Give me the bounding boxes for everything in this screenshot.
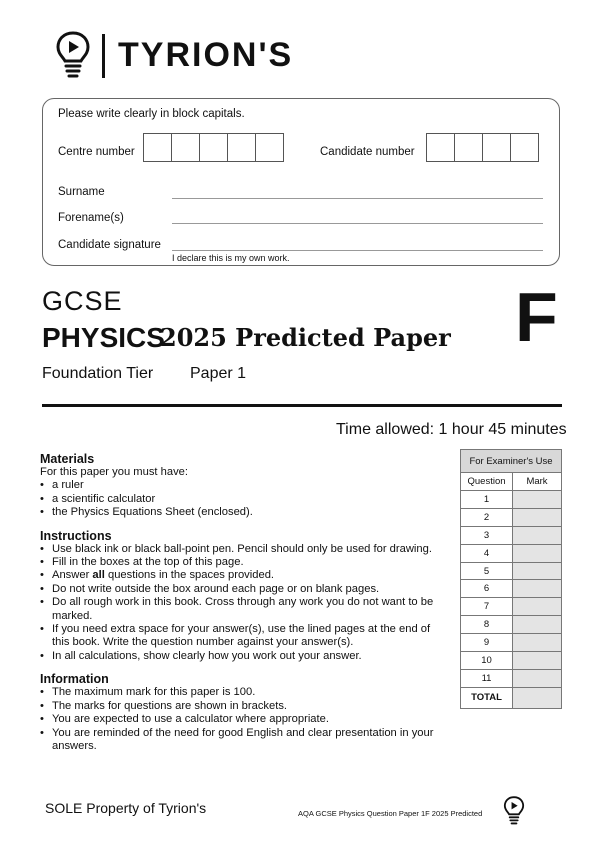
centre-number-label: Centre number [58, 146, 135, 158]
materials-intro: For this paper you must have: [40, 466, 188, 478]
candidate-digit-box[interactable] [426, 133, 455, 162]
paper-number: Paper 1 [190, 365, 247, 382]
footer-paper-code: AQA GCSE Physics Question Paper 1F 2025 Predicted [298, 809, 483, 818]
tier-letter: F [515, 278, 558, 356]
list-item: • You are expected to use a calculator where appropriate. [40, 713, 445, 726]
paper-subtitle: 2025 Predicted Paper [160, 323, 451, 352]
answer-all-post: questions in the spaces provided. [104, 569, 275, 582]
question-column-header: Question [461, 473, 513, 491]
surname-label: Surname [58, 186, 105, 198]
list-item: • a scientific calculator [40, 493, 445, 506]
centre-number-field[interactable] [144, 133, 284, 162]
answer-all-emphasis: all [92, 569, 105, 582]
mark-cell[interactable] [513, 669, 562, 687]
question-number: 3 [461, 526, 513, 544]
surname-field[interactable] [172, 198, 543, 199]
block-capitals-instruction: Please write clearly in block capitals. [58, 108, 245, 120]
candidate-number-label: Candidate number [320, 146, 415, 158]
candidate-number-field[interactable] [427, 133, 539, 162]
list-item: • Use black ink or black ball-point pen. Pencil should only be used for drawing. [40, 543, 445, 556]
question-number: 11 [461, 669, 513, 687]
signature-label: Candidate signature [58, 239, 161, 251]
table-row [461, 598, 562, 616]
list-item: • the Physics Equations Sheet (enclosed). [40, 506, 445, 519]
information-list [40, 686, 445, 753]
mark-cell[interactable] [513, 598, 562, 616]
question-number: 7 [461, 598, 513, 616]
mark-cell[interactable] [513, 562, 562, 580]
question-number: 6 [461, 580, 513, 598]
mark-column-header: Mark [513, 473, 562, 491]
question-number: 5 [461, 562, 513, 580]
brand-name: TYRION'S [118, 36, 294, 74]
table-row [461, 544, 562, 562]
lightbulb-play-logo-icon [503, 794, 525, 826]
table-row [461, 562, 562, 580]
candidate-digit-box[interactable] [510, 133, 539, 162]
centre-digit-box[interactable] [255, 133, 284, 162]
list-item [40, 569, 445, 582]
mark-cell[interactable] [513, 634, 562, 652]
centre-digit-box[interactable] [227, 133, 256, 162]
mark-cell[interactable] [513, 580, 562, 598]
declaration-text: I declare this is my own work. [172, 253, 290, 263]
list-item: • You are reminded of the need for good English and clear presentation in your answers. [40, 727, 445, 754]
candidate-digit-box[interactable] [482, 133, 511, 162]
table-row [461, 634, 562, 652]
instructions-heading: Instructions [40, 528, 112, 543]
table-row [461, 652, 562, 670]
materials-heading: Materials [40, 452, 95, 466]
question-number: 2 [461, 508, 513, 526]
centre-digit-box[interactable] [171, 133, 200, 162]
information-heading: Information [40, 672, 109, 687]
question-number: 10 [461, 652, 513, 670]
total-mark-cell[interactable] [513, 687, 562, 708]
qualification-title: GCSE [42, 286, 123, 316]
list-item: • a ruler [40, 479, 445, 492]
table-row [461, 526, 562, 544]
mark-cell[interactable] [513, 544, 562, 562]
logo-divider [102, 34, 105, 78]
materials-list [40, 479, 445, 519]
question-number: 4 [461, 544, 513, 562]
subject-title: PHYSICS [42, 322, 165, 353]
forename-label: Forename(s) [58, 212, 124, 224]
lightbulb-play-logo-icon [55, 30, 91, 78]
mark-cell[interactable] [513, 491, 562, 509]
footer-ownership: SOLE Property of Tyrion's [45, 800, 207, 816]
question-number: 1 [461, 491, 513, 509]
mark-cell[interactable] [513, 652, 562, 670]
mark-cell[interactable] [513, 508, 562, 526]
examiner-use-table [460, 449, 562, 709]
list-item: • The marks for questions are shown in brackets. [40, 700, 445, 713]
list-item: • Do all rough work in this book. Cross through any work you do not want to be marked. [40, 596, 445, 623]
list-item: • The maximum mark for this paper is 100. [40, 686, 445, 699]
question-number: 8 [461, 616, 513, 634]
table-row [461, 616, 562, 634]
list-item: • Fill in the boxes at the top of this page. [40, 556, 445, 569]
answer-all-pre: Answer [52, 569, 93, 582]
centre-digit-box[interactable] [199, 133, 228, 162]
title-divider [42, 404, 562, 407]
signature-field[interactable] [172, 250, 543, 251]
total-row [461, 687, 562, 708]
candidate-digit-box[interactable] [454, 133, 483, 162]
examiner-table-title: For Examiner's Use [461, 450, 562, 473]
table-row [461, 669, 562, 687]
list-item: • In all calculations, show clearly how you work out your answer. [40, 650, 445, 663]
instructions-list [40, 543, 445, 664]
mark-cell[interactable] [513, 526, 562, 544]
list-item: • Do not write outside the box around each page or on blank pages. [40, 583, 445, 596]
tier-label: Foundation Tier [42, 365, 154, 382]
table-row [461, 508, 562, 526]
rubric-column [40, 452, 445, 753]
table-row [461, 580, 562, 598]
table-row [461, 491, 562, 509]
centre-digit-box[interactable] [143, 133, 172, 162]
question-number: 9 [461, 634, 513, 652]
mark-cell[interactable] [513, 616, 562, 634]
total-label: TOTAL [461, 687, 513, 708]
forename-field[interactable] [172, 223, 543, 224]
list-item: • If you need extra space for your answer(s), use the lined pages at the end of this book. Write the question number against your answer(s). [40, 623, 445, 650]
time-allowed: Time allowed: 1 hour 45 minutes [336, 421, 567, 438]
